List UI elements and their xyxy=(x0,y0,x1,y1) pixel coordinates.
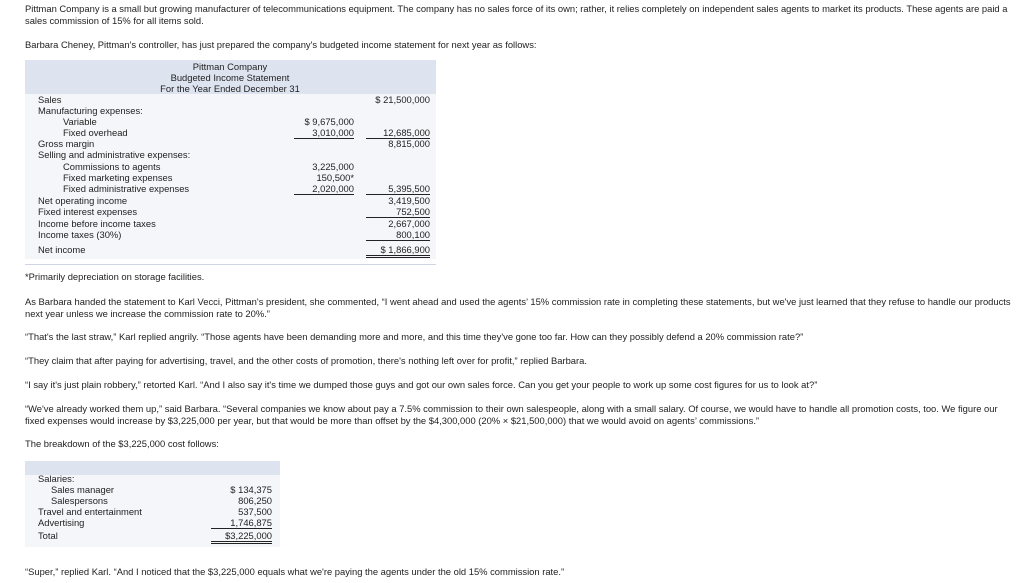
intro-paragraph: Pittman Company is a small but growing manufacturer of telecommunications equipment. The company has no sales force of its own; rather, it relies completely on independent sales agents to market its products. These agents are paid a sales commission of 15% for all items sold. xyxy=(25,3,1008,26)
dialogue-paragraph: “They claim that after paying for advertising, travel, and the other costs of promotion, there's nothing left over for profit,” replied Barbara. xyxy=(25,355,587,366)
statement-company: Pittman Company xyxy=(192,61,268,72)
dialogue-paragraph: “We've already worked them up,” said Barbara. “Several companies we know about pay a 7.5% commission to their own salespeople, along with a small salary. Of course, we would have to handle all promotion costs, too. We figure our fixed expenses would increase by $3,225,000 per year, but that would be more than offset by the $4,300,000 (20% × $21,500,000) that we would avoid on agents’ commissions.” xyxy=(25,403,998,426)
dialogue-paragraph: The breakdown of the $3,225,000 cost follows: xyxy=(25,438,219,449)
statement-period: For the Year Ended December 31 xyxy=(160,83,300,94)
divider xyxy=(25,264,436,265)
dialogue-paragraph: “I say it's just plain robbery,” retorted Karl. “And I also say it's time we dumped those guys and got our own sales force. Can you get your people to work up some cost figures for us to look at?” xyxy=(25,379,818,390)
closing-paragraph: “Super,” replied Karl. “And I noticed that the $3,225,000 equals what we're paying the agents under the old 15% commission rate.” xyxy=(25,566,565,577)
dialogue-paragraph: “That's the last straw,” Karl replied angrily. “Those agents have been demanding more and more, and this time they've gone too far. How can they possibly defend a 20% commission rate?” xyxy=(25,331,804,342)
statement-footnote: *Primarily depreciation on storage facilities. xyxy=(25,271,205,282)
statement-title: Budgeted Income Statement xyxy=(170,72,290,83)
intro-paragraph-2: Barbara Cheney, Pittman's controller, has just prepared the company's budgeted income statement for next year as follows: xyxy=(25,39,537,50)
dialogue-paragraph: As Barbara handed the statement to Karl Vecci, Pittman's president, she commented, “I went ahead and used the agents’ 15% commission rate in completing these statements, but we've just learned that they refuse to handle our products next year unless we increase the commission rate to 20%.” xyxy=(25,296,1011,319)
